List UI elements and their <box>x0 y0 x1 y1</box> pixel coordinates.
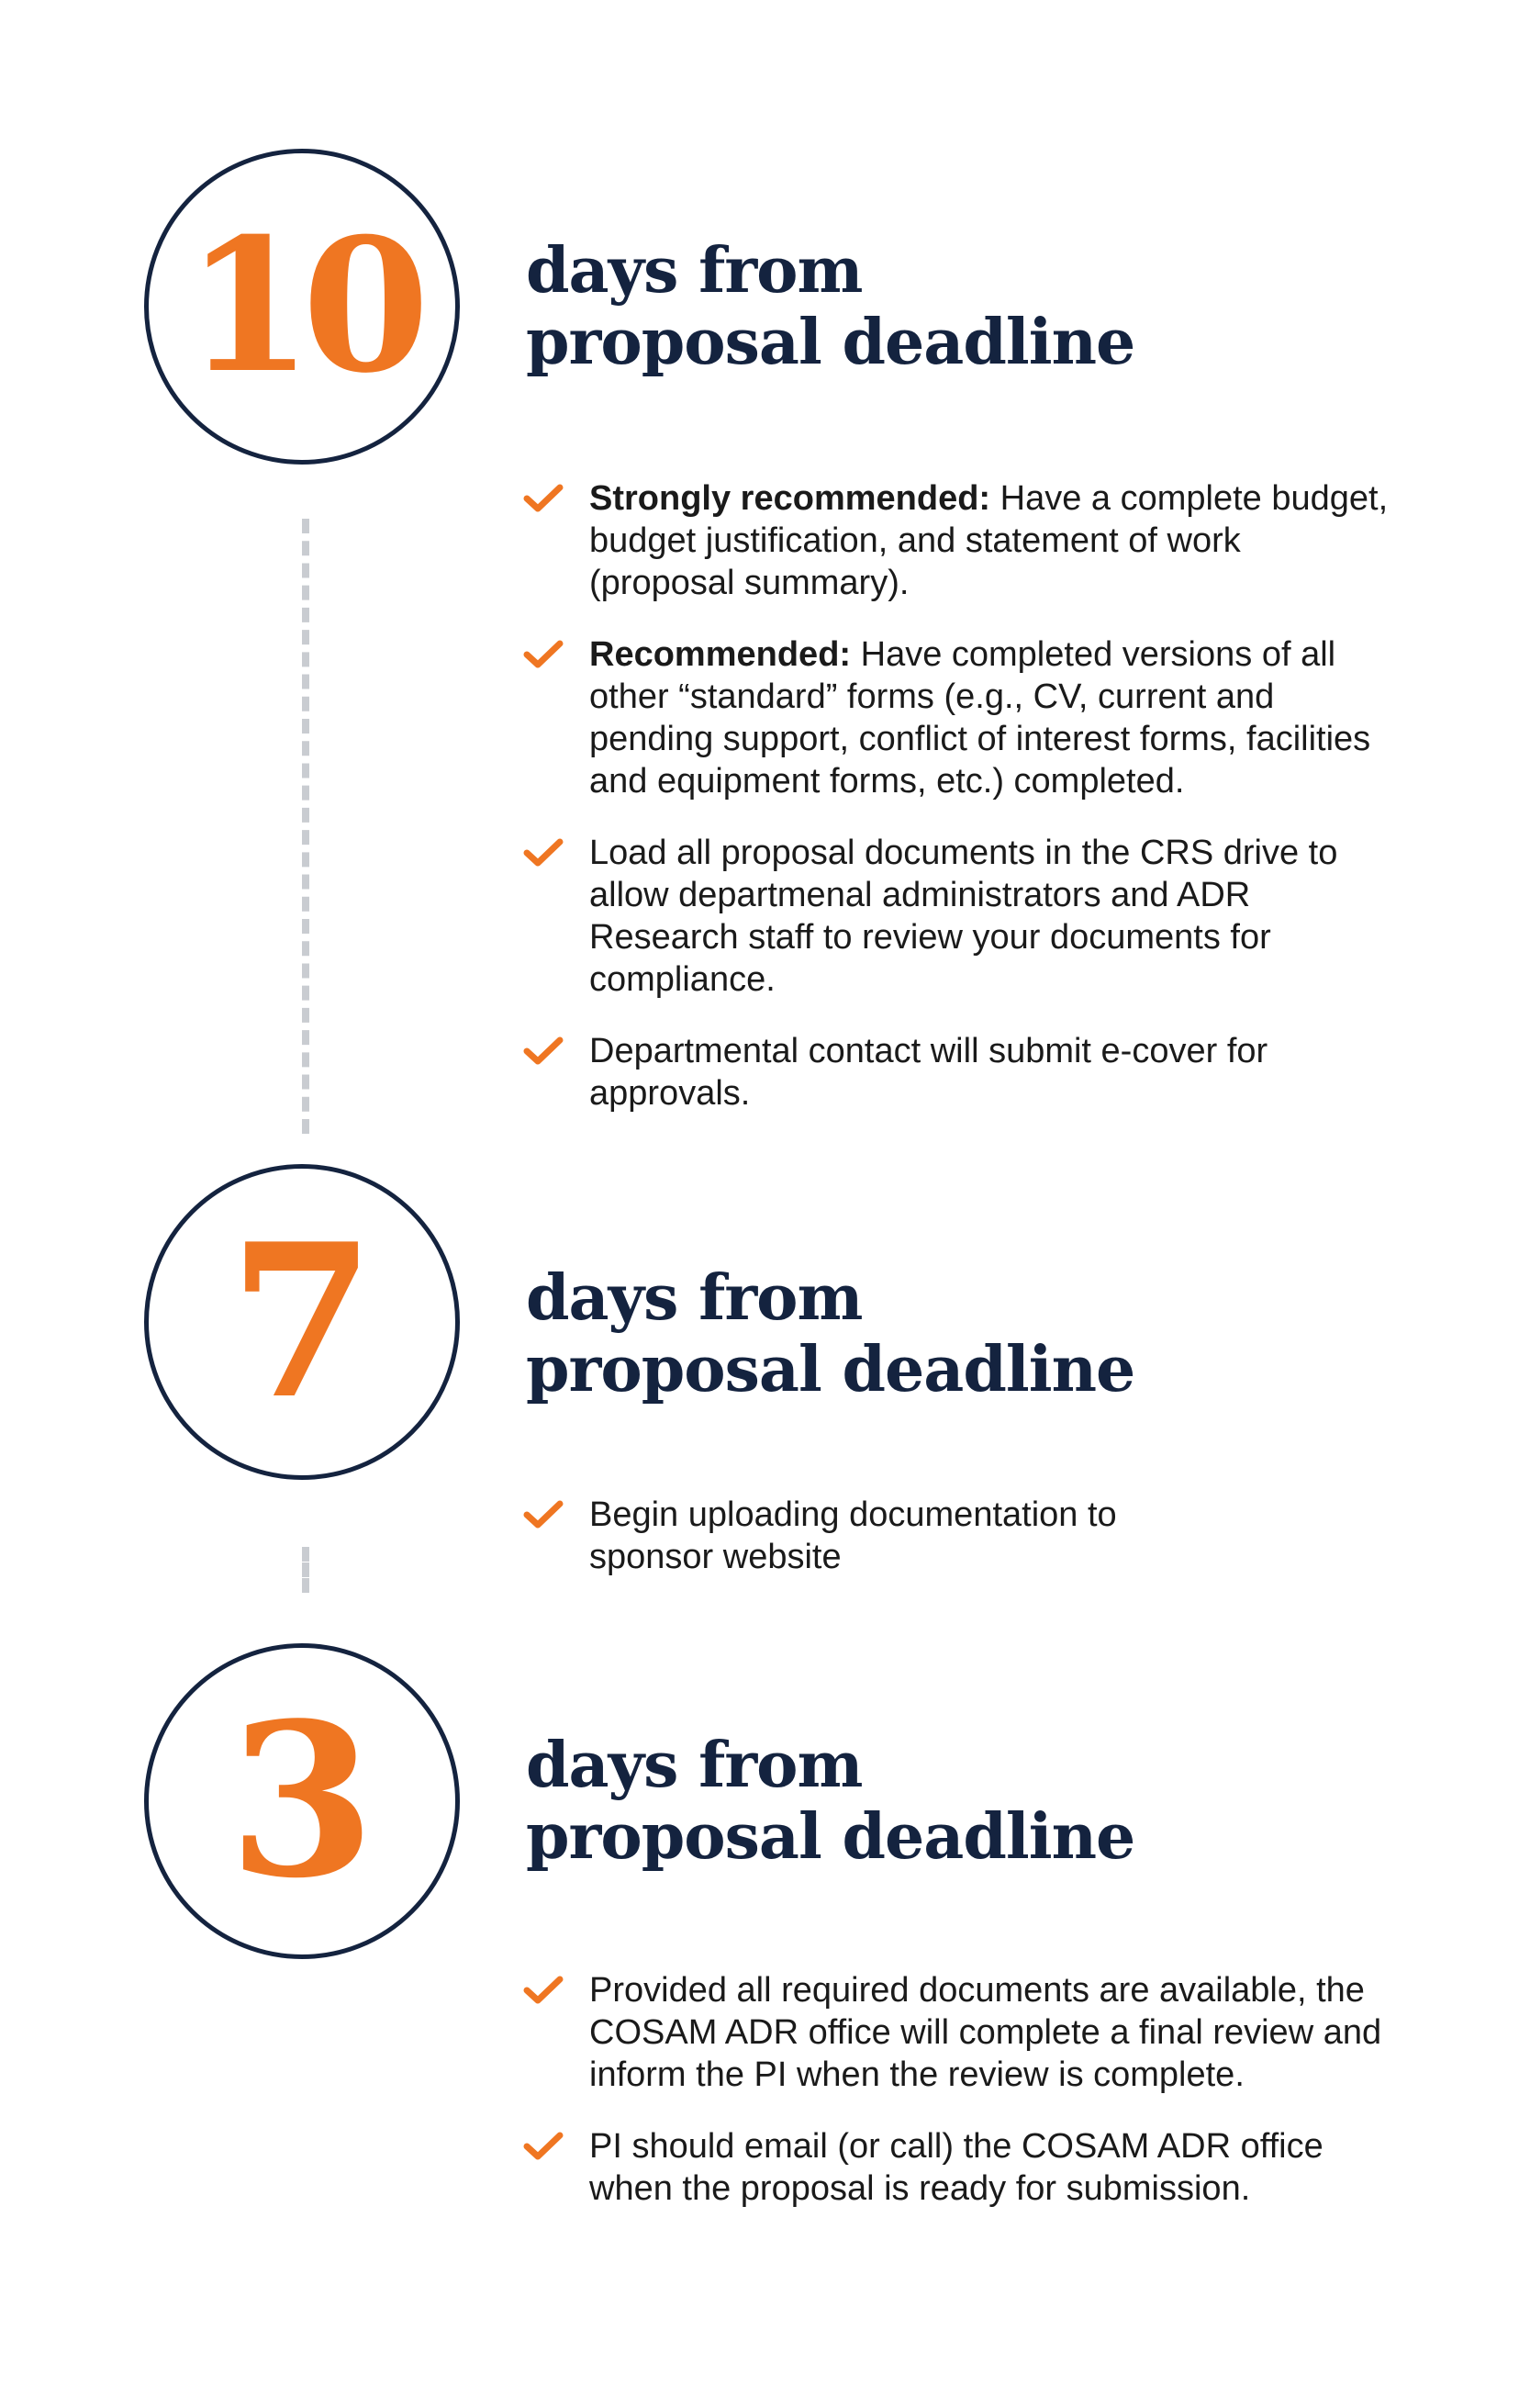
step-10-item-3 <box>523 832 1395 1001</box>
step-10-circle <box>144 149 460 465</box>
step-7-heading-line1: days from <box>526 1261 863 1335</box>
timeline-connector-2 <box>302 1547 309 1593</box>
step-3-number: 3 <box>228 1677 376 1925</box>
step-10-item-1 <box>523 477 1395 604</box>
step-10-heading-line1: days from <box>526 234 863 308</box>
step-3-item-2 <box>523 2125 1395 2210</box>
step-10-item-2 <box>523 633 1395 802</box>
step-7-circle <box>144 1164 460 1480</box>
item-text: Begin uploading documentation to sponsor website <box>589 1495 1117 1576</box>
item-text: Have a complete budget, budget justification, and statement of work (proposal summary). <box>589 479 1389 602</box>
check-icon <box>523 1036 564 1067</box>
step-3-item-1 <box>523 1969 1395 2096</box>
step-10-number: 10 <box>184 198 419 414</box>
check-icon <box>523 1975 564 2006</box>
item-text: Have completed versions of all other “standard” forms (e.g., CV, current and pending support, conflict of interest forms, facilities and equipment forms, etc.) completed. <box>589 635 1371 801</box>
item-text: Load all proposal documents in the CRS drive to allow departmenal administrators and ADR Research staff to review your documents for compliance. <box>589 834 1338 999</box>
item-text: Departmental contact will submit e-cover for approvals. <box>589 1032 1268 1113</box>
step-7-item-1 <box>523 1494 1239 1578</box>
step-10-checklist <box>523 477 1395 1144</box>
step-7-heading-line2: proposal deadline <box>526 1333 1135 1406</box>
item-text: PI should email (or call) the COSAM ADR office when the proposal is ready for submission. <box>589 2127 1323 2208</box>
step-3-checklist <box>523 1969 1395 2239</box>
item-lead: Recommended: <box>589 635 852 674</box>
step-7-number: 7 <box>228 1198 376 1446</box>
step-3-heading-line1: days from <box>526 1729 863 1802</box>
step-10-heading-line2: proposal deadline <box>526 306 1135 379</box>
step-3-heading <box>526 1730 1134 1873</box>
step-10-heading <box>526 235 1134 378</box>
check-icon <box>523 2131 564 2162</box>
check-icon <box>523 1499 564 1530</box>
timeline-connector-1 <box>302 519 309 1134</box>
check-icon <box>523 639 564 670</box>
check-icon <box>523 837 564 868</box>
item-text: Provided all required documents are available, the COSAM ADR office will complete a final review and inform the PI when the review is complete. <box>589 1971 1382 2094</box>
step-7-checklist <box>523 1494 1239 1607</box>
step-7-heading <box>526 1262 1134 1406</box>
item-lead: Strongly recommended: <box>589 479 991 518</box>
check-icon <box>523 483 564 514</box>
step-10-item-4 <box>523 1030 1395 1114</box>
step-3-circle <box>144 1643 460 1959</box>
step-3-heading-line2: proposal deadline <box>526 1800 1135 1874</box>
